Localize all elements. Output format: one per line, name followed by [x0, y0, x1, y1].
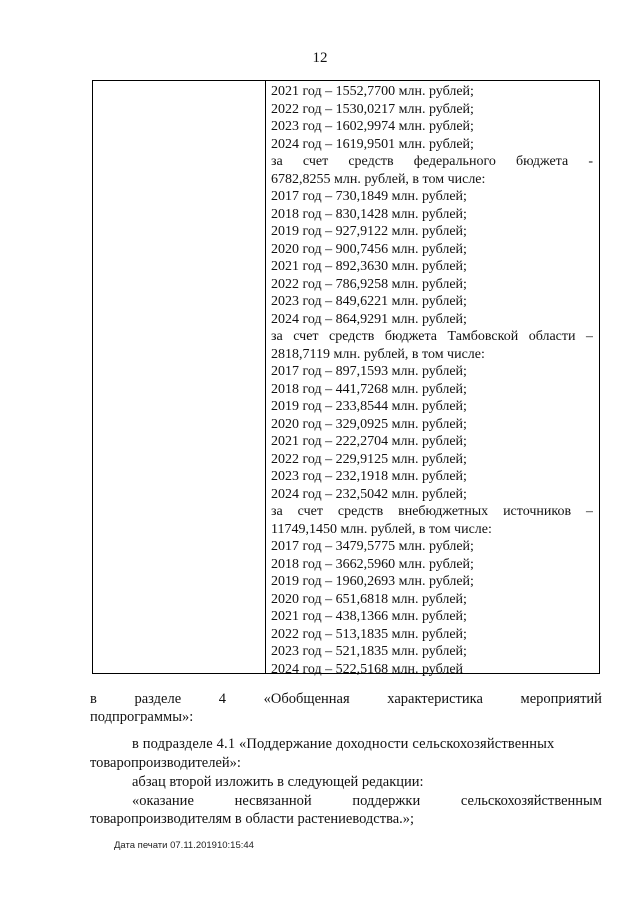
funding-line: 2023 год – 232,1918 млн. рублей; — [271, 469, 467, 484]
funding-line: 6782,8255 млн. рублей, в том числе: — [271, 171, 486, 187]
paragraph-edit-instruction: абзац второй изложить в следующей редакции: — [132, 774, 424, 790]
funding-line: 2022 год – 229,9125 млн. рублей; — [271, 451, 467, 467]
funding-line: 2020 год – 329,0925 млн. рублей; — [271, 416, 467, 432]
funding-line: 2017 год – 3479,5775 млн. рублей; — [271, 539, 474, 554]
funding-line: 2017 год – 730,1849 млн. рублей; — [271, 189, 467, 204]
paragraph-new-wording-cont: товаропроизводителям в области растениеводства.»; — [90, 811, 415, 827]
paragraph-section-4-cont: подпрограммы»: — [90, 709, 194, 725]
funding-line: 2018 год – 830,1428 млн. рублей; — [271, 206, 467, 222]
print-date: Дата печати 07.11.201910:15:44 — [114, 840, 254, 851]
funding-line: 2023 год – 521,1835 млн. рублей; — [271, 644, 467, 659]
funding-line: 2018 год – 441,7268 млн. рублей; — [271, 381, 467, 397]
funding-line: 11749,1450 млн. рублей, в том числе: — [271, 521, 492, 537]
word: характеристика — [387, 691, 483, 707]
funding-line: 2021 год – 1552,7700 млн. рублей; — [271, 84, 474, 99]
funding-line: за счет средств бюджета Тамбовской области – — [271, 329, 593, 344]
page-number: 12 — [312, 50, 328, 66]
funding-line: 2021 год – 438,1366 млн. рублей; — [271, 609, 467, 624]
funding-line: 2024 год – 1619,9501 млн. рублей; — [271, 136, 474, 152]
word: «Обобщенная — [263, 691, 350, 707]
word: разделе — [134, 691, 182, 707]
funding-line: 2022 год – 1530,0217 млн. рублей; — [271, 101, 474, 117]
word: сельскохозяйственным — [460, 793, 602, 809]
funding-line: 2020 год – 651,6818 млн. рублей; — [271, 591, 467, 607]
paragraph-subsection-4-1: в подразделе 4.1 «Поддержание доходности сельскохозяйственных — [132, 736, 555, 752]
funding-line: 2018 год – 3662,5960 млн. рублей; — [271, 556, 474, 572]
word: несвязанной — [234, 793, 312, 809]
funding-line: 2021 год – 222,2704 млн. рублей; — [271, 434, 467, 449]
paragraph-subsection-4-1-cont: товаропроизводителей»: — [90, 755, 241, 771]
funding-line: 2024 год – 232,5042 млн. рублей; — [271, 486, 467, 502]
word: мероприятий — [520, 691, 602, 707]
paragraph-section-4 — [90, 690, 602, 708]
funding-line: 2019 год – 1960,2693 млн. рублей; — [271, 574, 474, 589]
funding-line: 2021 год – 892,3630 млн. рублей; — [271, 259, 467, 274]
funding-line: 2022 год – 513,1835 млн. рублей; — [271, 626, 467, 642]
word: «оказание — [132, 793, 194, 809]
funding-line: 2019 год – 233,8544 млн. рублей; — [271, 399, 467, 414]
word: в — [90, 691, 97, 707]
word: поддержки — [352, 793, 421, 809]
funding-line: 2024 год – 864,9291 млн. рублей; — [271, 311, 467, 327]
paragraph-new-wording — [90, 792, 602, 810]
budget-table — [92, 80, 600, 677]
word: 4 — [218, 691, 227, 707]
funding-line: 2020 год – 900,7456 млн. рублей; — [271, 241, 467, 257]
funding-line: 2017 год – 897,1593 млн. рублей; — [271, 364, 467, 379]
funding-line: за счет средств федерального бюджета - — [271, 154, 593, 169]
funding-line: 2022 год – 786,9258 млн. рублей; — [271, 276, 467, 292]
funding-line: 2019 год – 927,9122 млн. рублей; — [271, 224, 467, 239]
amendment-text — [90, 690, 602, 829]
table-column-divider — [265, 81, 266, 673]
funding-line: за счет средств внебюджетных источников – — [271, 504, 593, 519]
funding-column — [271, 83, 593, 678]
funding-line: 2023 год – 1602,9974 млн. рублей; — [271, 119, 474, 134]
funding-line: 2024 год – 522,5168 млн. рублей — [271, 661, 464, 677]
funding-line: 2818,7119 млн. рублей, в том числе: — [271, 346, 485, 362]
funding-line: 2023 год – 849,6221 млн. рублей; — [271, 294, 467, 309]
